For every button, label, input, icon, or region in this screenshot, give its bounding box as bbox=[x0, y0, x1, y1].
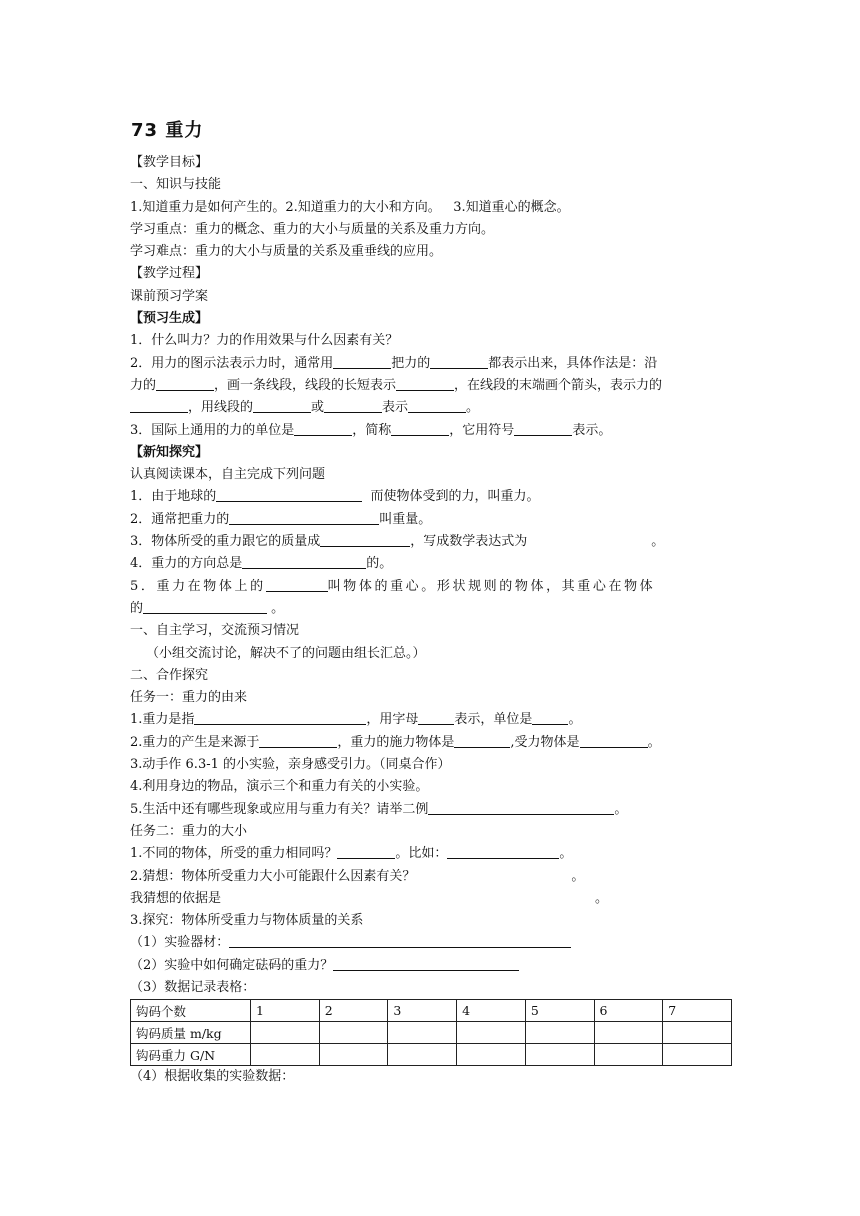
t1q2-text-d: 。 bbox=[647, 734, 661, 750]
table-cell[interactable] bbox=[251, 1022, 320, 1044]
preview-q1: 1．什么叫力？力的作用效果与什么因素有关？ bbox=[130, 333, 399, 349]
n2-text-a: 2．通常把重力的 bbox=[130, 511, 230, 527]
task1-q4: 4.利用身边的物品，演示三个和重力有关的小实验。 bbox=[130, 779, 429, 795]
blank[interactable] bbox=[418, 710, 454, 725]
e2-label: （2）实验中如何确定砝码的重力？ bbox=[130, 957, 334, 973]
blank[interactable] bbox=[294, 421, 352, 436]
n2-text-b: 叫重量。 bbox=[379, 511, 432, 527]
document-title: 73 重力 bbox=[131, 120, 204, 141]
n4-text-a: 4．重力的方向总是 bbox=[130, 556, 243, 572]
coop-heading: 二、合作探究 bbox=[130, 667, 209, 683]
task1-q3: 3.动手作 6.3-1 的小实验，亲身感受引力。（同桌合作） bbox=[130, 757, 451, 773]
key-point-text: 学习重点：重力的概念、重力的大小与质量的关系及重力方向。 bbox=[130, 221, 495, 237]
t1q1-text-c: 表示，单位是 bbox=[454, 712, 533, 728]
n4-text-b: 的。 bbox=[366, 556, 393, 572]
section-heading-process: 【教学过程】 bbox=[130, 266, 209, 282]
blank[interactable] bbox=[408, 398, 466, 413]
task1-q5 bbox=[130, 799, 732, 821]
table-cell: 4 bbox=[457, 1000, 526, 1022]
task1-q2 bbox=[130, 732, 732, 754]
task2-q2-basis bbox=[130, 888, 732, 910]
q2-l3-text-d: 。 bbox=[466, 400, 480, 416]
self-study-heading: 一、自主学习，交流预习情况 bbox=[130, 623, 300, 639]
table-cell[interactable] bbox=[594, 1044, 663, 1066]
table-cell[interactable] bbox=[663, 1044, 732, 1066]
blank[interactable] bbox=[333, 956, 519, 971]
table-cell: 钩码质量 m/kg bbox=[131, 1022, 251, 1044]
q2-l3-text-c: 表示 bbox=[382, 400, 409, 416]
blank[interactable] bbox=[532, 710, 568, 725]
q2-l2-text-a: 力的 bbox=[130, 377, 157, 393]
q3-text-c: ，它用符号 bbox=[449, 422, 515, 438]
n1-text-a: 1．由于地球的 bbox=[130, 489, 217, 505]
new-q3 bbox=[130, 531, 732, 553]
table-cell[interactable] bbox=[388, 1044, 457, 1066]
blank[interactable] bbox=[324, 398, 382, 413]
table-cell[interactable] bbox=[457, 1044, 526, 1066]
new-q1 bbox=[130, 486, 732, 508]
new-q4 bbox=[130, 553, 732, 575]
table-cell: 6 bbox=[594, 1000, 663, 1022]
t1q5-text-a: 5.生活中还有哪些现象或应用与重力有关？请举二例 bbox=[130, 801, 429, 817]
table-cell[interactable] bbox=[457, 1022, 526, 1044]
n5-l2-text-a: 的 bbox=[130, 600, 144, 616]
t2q1-text-b: 。比如： bbox=[395, 846, 448, 862]
blank[interactable] bbox=[333, 354, 391, 369]
section-heading-preview: 【预习生成】 bbox=[130, 311, 209, 327]
table-cell[interactable] bbox=[251, 1044, 320, 1066]
n3-text-a: 3．物体所受的重力跟它的质量成 bbox=[130, 534, 321, 550]
blank[interactable] bbox=[253, 398, 311, 413]
table-cell[interactable] bbox=[594, 1022, 663, 1044]
q3-text-b: ，简称 bbox=[352, 422, 392, 438]
blank[interactable] bbox=[320, 532, 410, 547]
section-heading-goals: 【教学目标】 bbox=[130, 155, 209, 170]
t1q1-text-d: 。 bbox=[568, 712, 582, 728]
reading-instruction: 认真阅读课本，自主完成下列问题 bbox=[130, 467, 326, 483]
t2q2b-text-a: 我猜想的依据是 bbox=[130, 890, 222, 906]
blank[interactable] bbox=[194, 710, 366, 725]
experiment-weight-question bbox=[130, 955, 732, 977]
task2-q1 bbox=[130, 843, 732, 865]
t2q1-text-c: 。 bbox=[559, 846, 573, 862]
new-q5 bbox=[130, 576, 732, 598]
t2q2-text-b: 。 bbox=[571, 868, 585, 884]
preview-label: 课前预习学案 bbox=[130, 288, 209, 304]
table-cell: 1 bbox=[251, 1000, 320, 1022]
q2-text-c: 都表示出来，具体作法是：沿 bbox=[488, 355, 658, 371]
e1-label: （1）实验器材： bbox=[130, 935, 230, 951]
data-analysis-label: （4）根据收集的实验数据： bbox=[130, 1069, 295, 1085]
blank[interactable] bbox=[216, 487, 362, 502]
blank[interactable] bbox=[396, 376, 454, 391]
blank[interactable] bbox=[514, 421, 572, 436]
t1q1-text-a: 1.重力是指 bbox=[130, 712, 195, 728]
t2q2b-text-b: 。 bbox=[595, 890, 609, 906]
table-cell[interactable] bbox=[319, 1022, 388, 1044]
subheading-knowledge-skills: 一、知识与技能 bbox=[130, 177, 222, 193]
task2-q2 bbox=[130, 866, 732, 888]
table-cell[interactable] bbox=[525, 1022, 594, 1044]
blank[interactable] bbox=[391, 421, 449, 436]
table-cell[interactable] bbox=[388, 1022, 457, 1044]
t1q2-text-b: ，重力的施力物体是 bbox=[337, 734, 455, 750]
preview-q2 bbox=[130, 353, 732, 375]
table-cell[interactable] bbox=[525, 1044, 594, 1066]
table-cell[interactable] bbox=[663, 1022, 732, 1044]
data-table-label: （3）数据记录表格： bbox=[130, 979, 256, 995]
table-row bbox=[131, 1022, 732, 1044]
section-heading-new-knowledge: 【新知探究】 bbox=[130, 444, 209, 460]
table-cell: 钩码个数 bbox=[131, 1000, 251, 1022]
q2-text-a: 2．用力的图示法表示力时，通常用 bbox=[130, 355, 334, 371]
q2-text-b: 把力的 bbox=[391, 355, 431, 371]
q3-text-a: 3．国际上通用的力的单位是 bbox=[130, 422, 295, 438]
n5-text-a: 5．重力在物体上的 bbox=[130, 578, 266, 594]
new-q2 bbox=[130, 509, 732, 531]
q2-l3-text-a: ，用线段的 bbox=[188, 400, 254, 416]
n1-text-b: 而使物体受到的力，叫重力。 bbox=[370, 489, 540, 505]
task1-heading: 任务一：重力的由来 bbox=[130, 690, 248, 706]
table-cell: 5 bbox=[525, 1000, 594, 1022]
task2-q3: 3.探究：物体所受重力与物体质量的关系 bbox=[130, 913, 364, 929]
t2q2-text-a: 2.猜想：物体所受重力大小可能跟什么因素有关？ bbox=[130, 868, 416, 884]
table-row bbox=[131, 1000, 732, 1022]
t2q1-text-a: 1.不同的物体，所受的重力相同吗？ bbox=[130, 846, 338, 862]
blank[interactable] bbox=[580, 733, 648, 748]
blank[interactable] bbox=[130, 398, 188, 413]
blank[interactable] bbox=[454, 733, 510, 748]
data-record-table bbox=[130, 999, 732, 1066]
blank[interactable] bbox=[259, 733, 337, 748]
t1q5-text-b: 。 bbox=[614, 801, 628, 817]
n5-l2-text-b: 。 bbox=[271, 600, 285, 616]
n5-text-b: 叫物体的重心。形状规则的物体，其重心在物体 bbox=[327, 578, 656, 594]
task2-heading: 任务二：重力的大小 bbox=[130, 823, 248, 839]
document-body bbox=[130, 152, 732, 1089]
blank[interactable] bbox=[143, 599, 267, 614]
table-cell[interactable] bbox=[319, 1044, 388, 1066]
experiment-equipment bbox=[130, 932, 732, 954]
task1-q1 bbox=[130, 709, 732, 731]
blank[interactable] bbox=[229, 510, 379, 525]
preview-q2-line3 bbox=[130, 397, 732, 419]
q2-l2-text-b: ，画一条线段，线段的长短表示 bbox=[214, 377, 397, 393]
blank[interactable] bbox=[156, 376, 214, 391]
q2-l2-text-c: ，在线段的末端画个箭头，表示力的 bbox=[454, 377, 663, 393]
preview-q2-line2 bbox=[130, 375, 732, 397]
n3-text-b: ，写成数学表达式为 bbox=[410, 534, 528, 550]
table-cell: 钩码重力 G/N bbox=[131, 1044, 251, 1066]
q2-l3-text-b: 或 bbox=[311, 400, 325, 416]
table-cell: 3 bbox=[388, 1000, 457, 1022]
blank[interactable] bbox=[447, 844, 559, 859]
blank[interactable] bbox=[266, 577, 328, 592]
preview-q3 bbox=[130, 420, 732, 442]
group-note: （小组交流讨论，解决不了的问题由组长汇总。） bbox=[146, 645, 426, 661]
goals-text: 1.知道重力是如何产生的。2.知道重力的大小和方向。 3.知道重心的概念。 bbox=[130, 199, 570, 215]
t1q1-text-b: ，用字母 bbox=[366, 712, 419, 728]
q3-text-d: 表示。 bbox=[572, 422, 612, 438]
blank[interactable] bbox=[229, 933, 571, 948]
blank[interactable] bbox=[428, 800, 614, 815]
n3-text-c: 。 bbox=[651, 534, 665, 550]
blank[interactable] bbox=[430, 354, 488, 369]
t1q2-text-c: ,受力物体是 bbox=[510, 734, 580, 750]
table-cell: 2 bbox=[319, 1000, 388, 1022]
blank[interactable] bbox=[337, 844, 395, 859]
difficulty-text: 学习难点：重力的大小与质量的关系及重垂线的应用。 bbox=[130, 244, 443, 260]
blank[interactable] bbox=[242, 554, 366, 569]
table-row bbox=[131, 1044, 732, 1066]
t1q2-text-a: 2.重力的产生是来源于 bbox=[130, 734, 260, 750]
table-cell: 7 bbox=[663, 1000, 732, 1022]
new-q5-line2 bbox=[130, 598, 732, 620]
